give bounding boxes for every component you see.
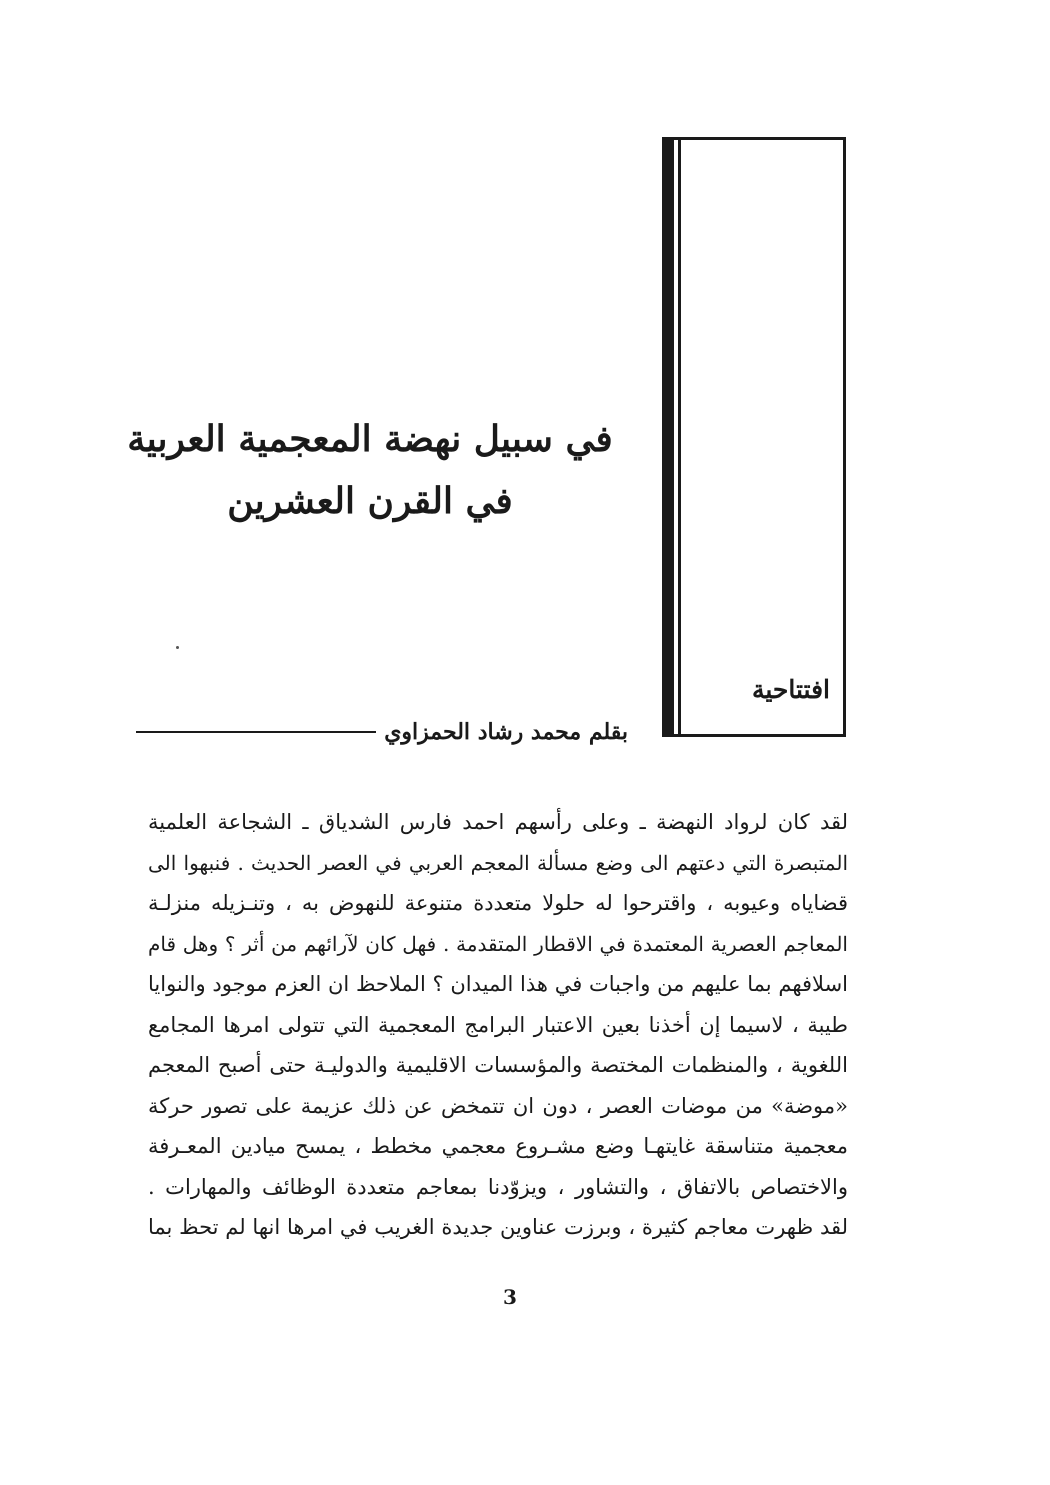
article-title bbox=[120, 408, 620, 532]
body-line: طيبة ، لاسيما إن أخذنا بعين الاعتبار البرامج المعجمية التي تتولى امرها المجامع bbox=[148, 1012, 848, 1037]
title-line-2: في القرن العشرين bbox=[227, 480, 513, 522]
body-line: «موضة» من موضات العصر ، دون ان تتمخض عن ذلك عزيمة على تصور حركة bbox=[148, 1093, 848, 1118]
scan-speck bbox=[176, 646, 179, 649]
page-number: 3 bbox=[503, 1285, 517, 1309]
section-frame bbox=[662, 137, 846, 737]
byline bbox=[120, 712, 628, 752]
body-line: والاختصاص بالاتفاق ، والتشاور ، ويزوّدنا بمعاجم متعددة الوظائف والمهارات . bbox=[148, 1174, 848, 1199]
byline-rule bbox=[136, 731, 376, 733]
body-line: لقد ظهرت معاجم كثيرة ، وبرزت عناوين جديدة الغريب في امرها انها لم تحظ بما bbox=[148, 1215, 848, 1239]
section-frame-thick-bar bbox=[662, 137, 674, 737]
body-line: اسلافهم بما عليهم من واجبات في هذا الميدان ؟ الملاحظ ان العزم موجود والنوايا bbox=[148, 972, 848, 996]
body-line: لقد كان لرواد النهضة ـ وعلى رأسهم احمد فارس الشدياق ـ الشجاعة العلمية bbox=[148, 810, 848, 834]
body-line: اللغوية ، والمنظمات المختصة والمؤسسات الاقليمية والدوليـة حتى أصبح المعجم bbox=[148, 1053, 848, 1077]
section-label: افتتاحية bbox=[751, 675, 830, 704]
title-line-1: في سبيل نهضة المعجمية العربية bbox=[127, 418, 613, 460]
body-line: المعاجم العصرية المعتمدة في الاقطار المتقدمة . فهل كان لآرائهم من أثر ؟ وهل قام bbox=[148, 931, 848, 956]
body-line: معجمية متناسقة غايتهـا وضع مشـروع معجمي مخطط ، يمسح ميادين المعـرفة bbox=[148, 1134, 848, 1158]
author-name: بقلم محمد رشاد الحمزاوي bbox=[384, 719, 628, 745]
body-line: المتبصرة التي دعتهم الى وضع مسألة المعجم العربي في العصر الحديث . فنبهوا الى bbox=[148, 850, 848, 875]
body-line: قضاياه وعيوبه ، واقترحوا له حلولا متعددة متنوعة للنهوض به ، وتنـزيله منزلـة bbox=[148, 891, 848, 915]
section-frame-thin-bar bbox=[678, 137, 681, 737]
article-body bbox=[148, 802, 848, 1248]
